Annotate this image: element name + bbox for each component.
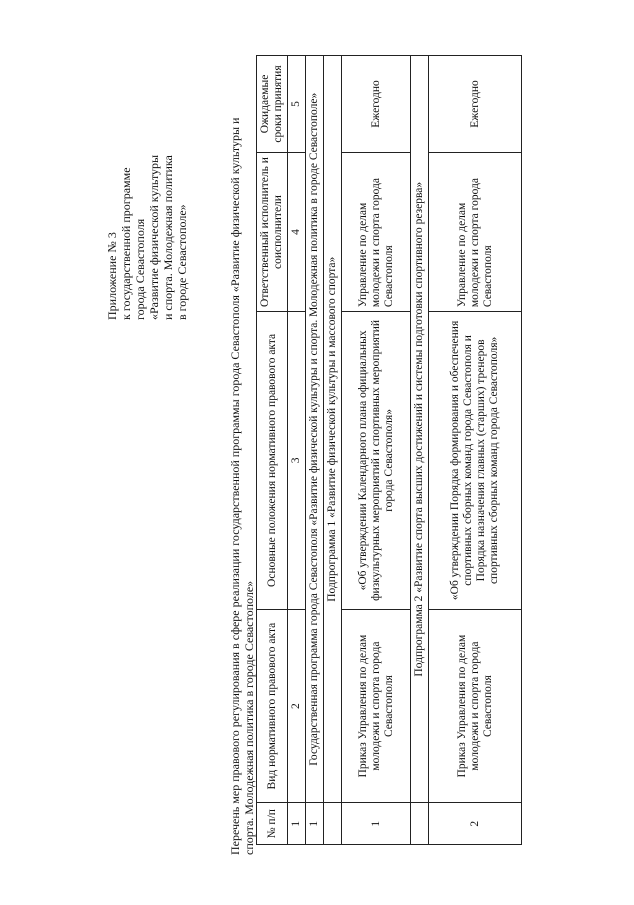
appendix-line: Приложение № 3	[105, 232, 119, 320]
program-row	[306, 56, 324, 845]
subprogram-title: Подпрограмма 1 «Развитие физической культуры и массового спорта»	[324, 56, 342, 803]
row-number: 1	[342, 803, 411, 845]
row-provisions: «Об утверждении Порядка формирования и обеспечения спортивных сборных команд города Севастополя и Порядка назначения главных (старших) тренеров спортивных сборных команд города Севастополя»	[429, 312, 522, 610]
subprogram-row	[411, 56, 429, 845]
subprogram-row	[324, 56, 342, 845]
column-number: 5	[288, 56, 306, 153]
column-number: 2	[288, 609, 306, 803]
row-kind: Приказ Управления по делам молодежи и спорта города Севастополя	[342, 609, 411, 803]
header-executor: Ответственный исполнитель и соисполнители	[257, 152, 288, 311]
row-terms: Ежегодно	[429, 56, 522, 153]
document-title: Перечень мер правового регулирования в сфере реализации государственной программы города Севастополя «Развитие физической культуры и спорта. Молодежная политика в городе Севастополе»	[228, 117, 256, 855]
column-number: 3	[288, 312, 306, 610]
empty-cell	[411, 803, 429, 845]
appendix-line: города Севастополя	[133, 218, 147, 320]
table-row	[342, 56, 411, 845]
header-row	[257, 56, 288, 845]
regulation-table	[256, 55, 522, 845]
header-provisions: Основные положения нормативного правового акта	[257, 312, 288, 610]
program-number-cell: 1	[306, 803, 324, 845]
subprogram-title: Подпрограмма 2 «Развитие спорта высших достижений и системы подготовки спортивного резерва»	[411, 56, 429, 803]
appendix-note	[105, 80, 189, 320]
header-num: № п/п	[257, 803, 288, 845]
row-executor: Управление по делам молодежи и спорта города Севастополя	[342, 152, 411, 311]
program-title: Государственная программа города Севастополя «Развитие физической культуры и спорта. Молодежная политика в городе Севастополе»	[306, 56, 324, 803]
row-executor: Управление по делам молодежи и спорта города Севастополя	[429, 152, 522, 311]
header-kind: Вид нормативного правового акта	[257, 609, 288, 803]
appendix-line: и спорта. Молодежная политика	[161, 155, 175, 320]
empty-cell	[324, 803, 342, 845]
row-kind: Приказ Управления по делам молодежи и спорта города Севастополя	[429, 609, 522, 803]
column-number-row	[288, 56, 306, 845]
row-number: 2	[429, 803, 522, 845]
header-terms: Ожидаемые сроки принятия	[257, 56, 288, 153]
row-terms: Ежегодно	[342, 56, 411, 153]
column-number: 4	[288, 152, 306, 311]
appendix-line: к государственной программе	[119, 167, 133, 320]
appendix-line: в городе Севастополе»	[175, 204, 189, 320]
appendix-line: «Развитие физической культуры	[147, 154, 161, 320]
table-row	[429, 56, 522, 845]
row-provisions: «Об утверждении Календарного плана официальных физкультурных мероприятий и спортивных мероприятий города Севастополя»	[342, 312, 411, 610]
column-number: 1	[288, 803, 306, 845]
